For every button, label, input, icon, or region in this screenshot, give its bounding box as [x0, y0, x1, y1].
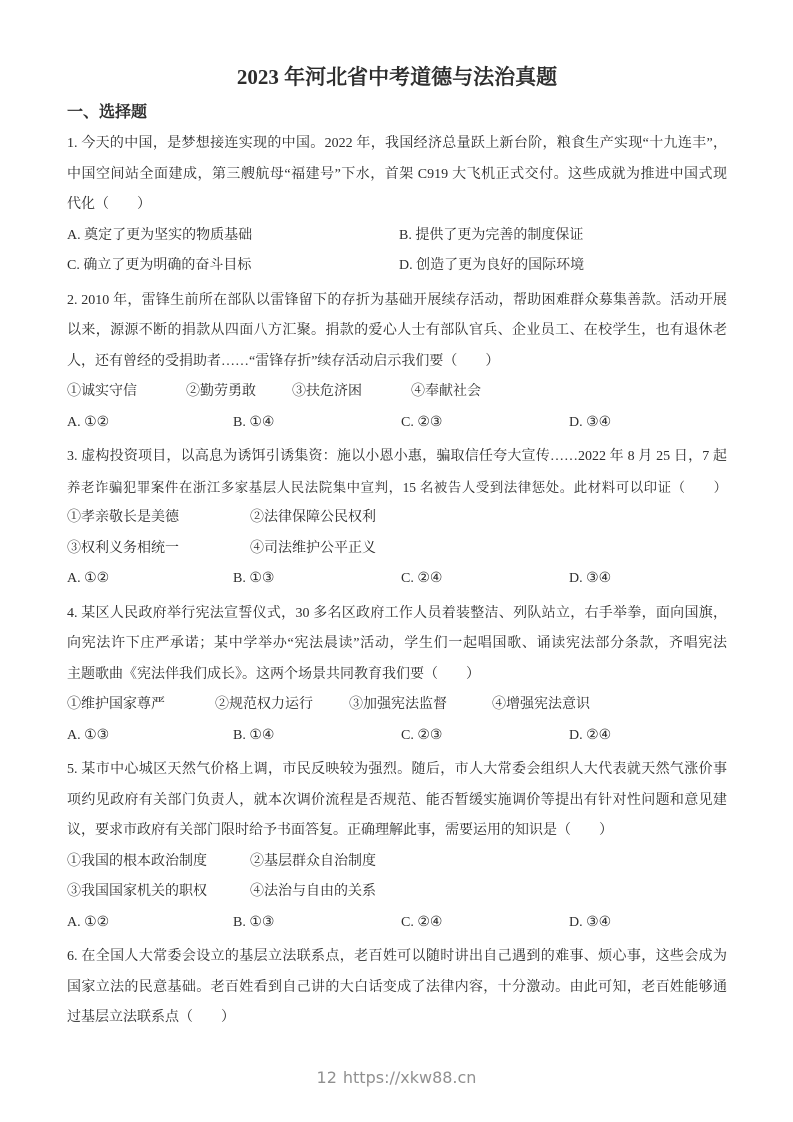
- answer-d: D. ②④: [569, 727, 612, 743]
- item-4: ④奉献社会: [411, 384, 481, 399]
- item-2: ②基层群众自治制度: [250, 853, 376, 869]
- numbered-items-row: [67, 503, 727, 534]
- item-1: ①孝亲敬长是美德: [67, 510, 179, 525]
- page-title: 2023 年河北省中考道德与法治真题: [236, 65, 558, 89]
- question-stem-line: 1. 今天的中国，是梦想接连实现的中国。2022 年，我国经济总量跃上新台阶，粮食生产实现“十九连丰”，: [67, 136, 727, 151]
- answer-c: C. ②④: [401, 571, 443, 586]
- question-1: [67, 129, 727, 282]
- option-row: [67, 221, 727, 252]
- footer-url: https://xkw88.cn: [342, 1068, 477, 1087]
- answer-d: D. ③④: [569, 414, 612, 430]
- answer-a: A. ①②: [67, 571, 110, 586]
- question-stem-line: 主题歌曲《宪法伴我们成长》。这两个场景共同教育我们要（ ）: [67, 666, 480, 682]
- item-3: ③我国国家机关的职权: [67, 884, 207, 899]
- question-stem-line: 议，要求市政府有关部门限时给予书面答复。正确理解此事，需要运用的知识是（ ）: [67, 823, 613, 838]
- answer-row: [67, 721, 727, 752]
- item-3: ③扶危济困: [292, 384, 362, 399]
- section-heading: 一、选择题: [67, 104, 148, 121]
- numbered-items-row: [67, 847, 727, 878]
- item-2: ②法律保障公民权利: [250, 510, 376, 525]
- answer-b: B. ①③: [233, 914, 275, 930]
- answer-c: C. ②③: [401, 727, 443, 743]
- answer-a: A. ①③: [67, 727, 110, 743]
- numbered-items-row: [67, 877, 727, 908]
- item-1: ①维护国家尊严: [67, 697, 165, 712]
- question-stem-line: 2. 2010 年，雷锋生前所在部队以雷锋留下的存折为基础开展续存活动，帮助困难群众募集善款。活动开展: [67, 292, 727, 308]
- item-2: ②勤劳勇敢: [186, 384, 256, 399]
- question-stem-line: 3. 虚构投资项目，以高息为诱饵引诱集资：施以小恩小惠，骗取信任夸大宣传……2022 年 8 月 25 日，7 起: [67, 449, 727, 464]
- question-stem-line: 5. 某市中心城区天然气价格上调，市民反映较为强烈。随后，市人大常委会组织人大代表就天然气涨价事: [67, 762, 727, 777]
- question-stem-line: 4. 某区人民政府举行宪法宣誓仪式，30 多名区政府工作人员着装整洁、列队站立，右手举拳，面向国旗，: [67, 605, 727, 621]
- question-2: [67, 286, 727, 439]
- item-4: ④增强宪法意识: [492, 697, 590, 712]
- item-4: ④法治与自由的关系: [250, 884, 376, 899]
- answer-row: [67, 564, 727, 595]
- option-a: A. 奠定了更为坚实的物质基础: [67, 227, 253, 243]
- option-b: B. 提供了更为完善的制度保证: [399, 227, 584, 243]
- question-stem-line: 国家立法的民意基础。老百姓看到自己讲的大白话变成了法律内容，十分激动。由此可知，老百姓能够通: [67, 979, 727, 995]
- question-stem-line: 向宪法许下庄严承诺；某中学举办“宪法晨读”活动，学生们一起唱国歌、诵读宪法部分条款，齐唱宪法: [67, 636, 727, 651]
- page-footer: [0, 1066, 793, 1090]
- answer-b: B. ①③: [233, 571, 275, 586]
- answer-d: D. ③④: [569, 571, 612, 586]
- option-c: C. 确立了更为明确的奋斗目标: [67, 258, 252, 273]
- answer-a: A. ①②: [67, 414, 110, 430]
- question-stem-line: 过基层立法联系点（ ）: [67, 1010, 235, 1025]
- question-3: [67, 442, 727, 595]
- question-stem-line: 6. 在全国人大常委会设立的基层立法联系点，老百姓可以随时讲出自己遇到的难事、烦心事，这些会成为: [67, 949, 727, 964]
- question-stem-line: 中国空间站全面建成，第三艘航母“福建号”下水，首架 C919 大飞机正式交付。这些成就为推进中国式现: [67, 166, 727, 182]
- question-6: [67, 942, 727, 1034]
- numbered-items-row: [67, 534, 727, 565]
- item-1: ①我国的根本政治制度: [67, 853, 207, 869]
- question-4: [67, 599, 727, 752]
- footer-page-number: 12: [316, 1068, 337, 1087]
- numbered-items-row: [67, 377, 727, 408]
- option-row: [67, 251, 727, 282]
- question-stem-line: 人，还有曾经的受捐助者……“雷锋存折”续存活动启示我们要（ ）: [67, 353, 500, 369]
- option-d: D. 创造了更为良好的国际环境: [399, 258, 585, 273]
- item-3: ③权利义务相统一: [67, 540, 179, 556]
- answer-a: A. ①②: [67, 914, 110, 930]
- answer-b: B. ①④: [233, 414, 275, 430]
- item-1: ①诚实守信: [67, 384, 137, 399]
- question-stem-line: 以来，源源不断的捐款从四面八方汇聚。捐款的爱心人士有部队官兵、企业员工、在校学生，也有退休老: [67, 323, 727, 338]
- answer-d: D. ③④: [569, 914, 612, 930]
- question-5: [67, 755, 727, 938]
- item-4: ④司法维护公平正义: [250, 540, 376, 556]
- document-content: [67, 62, 727, 1034]
- item-2: ②规范权力运行: [215, 697, 313, 712]
- numbered-items-row: [67, 690, 727, 721]
- question-stem-line: 养老诈骗犯罪案件在浙江多家基层人民法院集中宣判，15 名被告人受到法律惩处。此材料可以印证（ ）: [67, 479, 727, 495]
- item-3: ③加强宪法监督: [349, 697, 447, 712]
- answer-c: C. ②④: [401, 914, 443, 930]
- answer-c: C. ②③: [401, 414, 443, 430]
- answer-row: [67, 408, 727, 439]
- question-stem-line: 项约见政府有关部门负责人，就本次调价流程是否规范、能否暂缓实施调价等提出有针对性问题和意见建: [67, 792, 727, 808]
- answer-b: B. ①④: [233, 727, 275, 743]
- question-stem-line: 代化（ ）: [67, 197, 151, 212]
- answer-row: [67, 908, 727, 939]
